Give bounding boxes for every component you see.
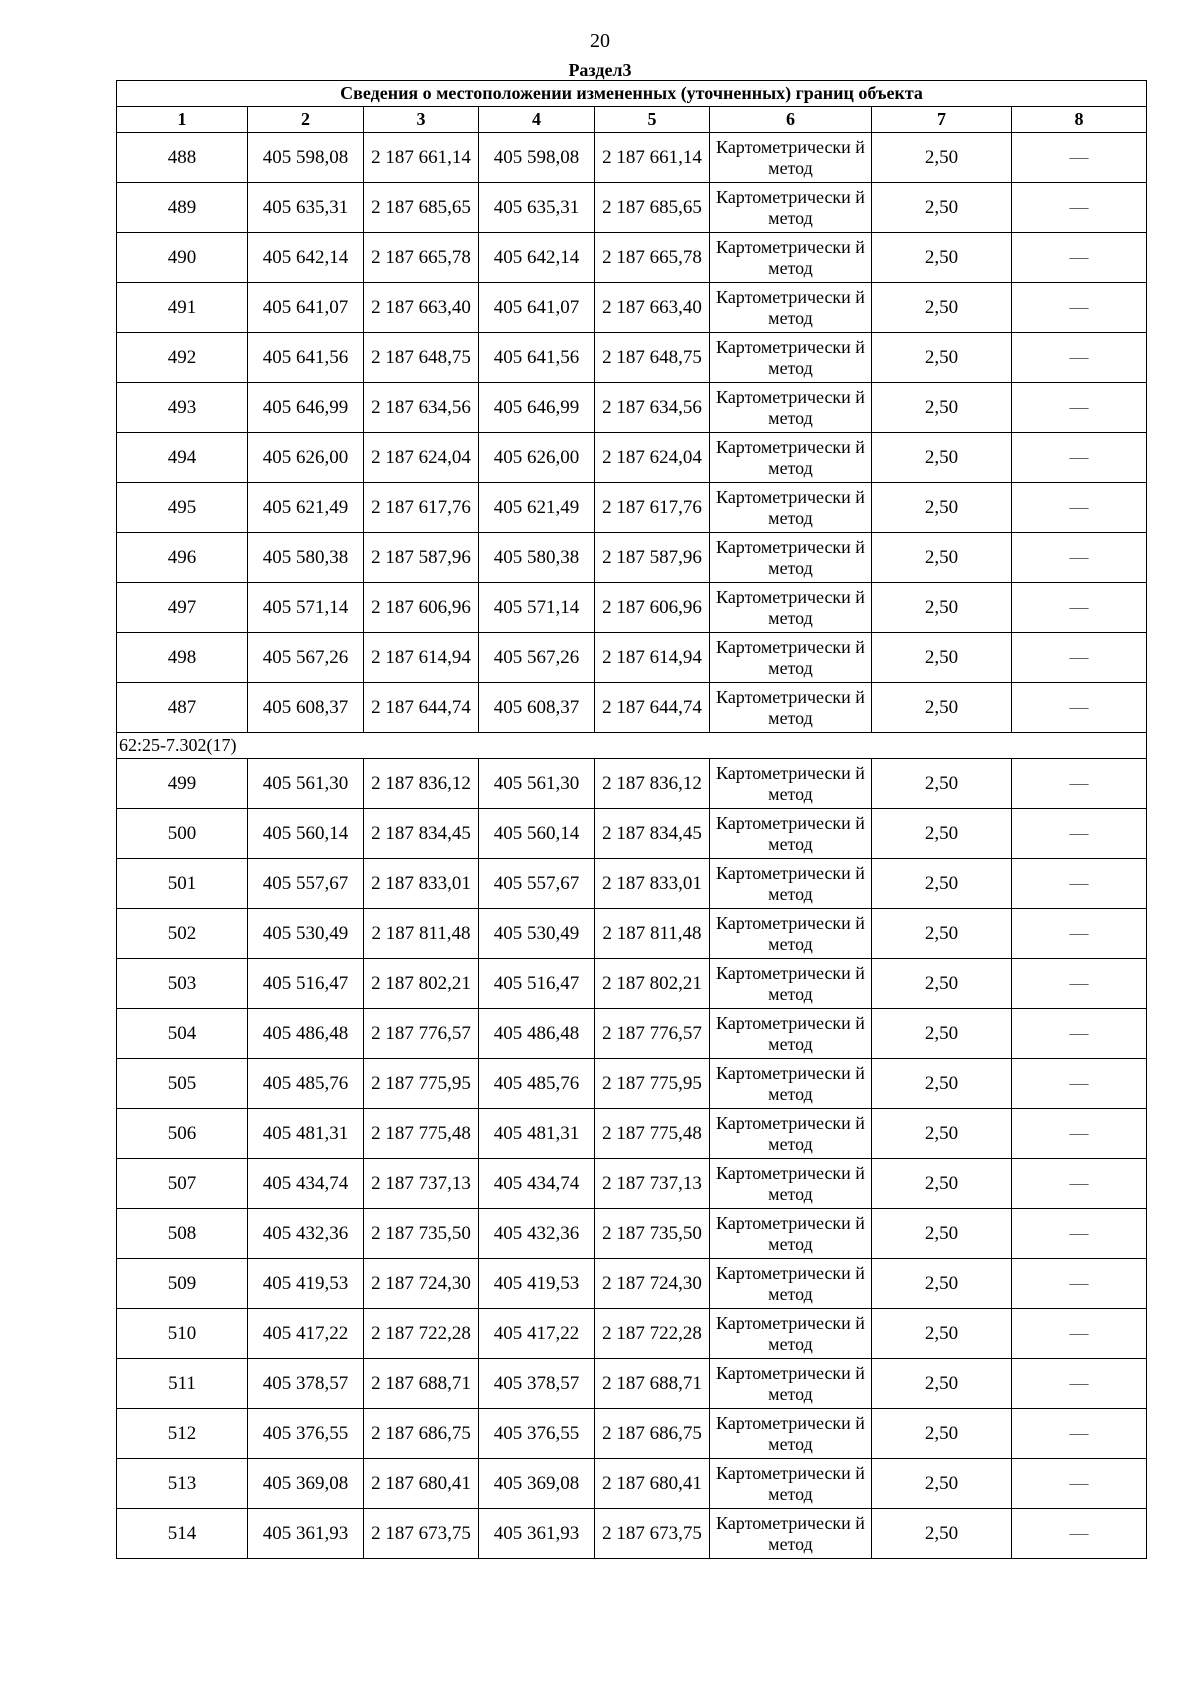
accuracy-cell: 2,50: [872, 1109, 1012, 1159]
accuracy-cell: 2,50: [872, 1159, 1012, 1209]
y-existing-cell: 2 187 833,01: [364, 859, 479, 909]
y-existing-cell: 2 187 775,48: [364, 1109, 479, 1159]
accuracy-cell: 2,50: [872, 1459, 1012, 1509]
y-existing-cell: 2 187 836,12: [364, 759, 479, 809]
method-cell: Картометрически й метод: [710, 183, 872, 233]
x-refined-cell: 405 516,47: [479, 959, 595, 1009]
x-refined-cell: 405 432,36: [479, 1209, 595, 1259]
note-cell: —: [1012, 383, 1147, 433]
note-cell: —: [1012, 233, 1147, 283]
note-cell: —: [1012, 1259, 1147, 1309]
column-number-row: [117, 107, 1147, 133]
y-existing-cell: 2 187 680,41: [364, 1459, 479, 1509]
y-existing-cell: 2 187 724,30: [364, 1259, 479, 1309]
point-number-cell: 511: [117, 1359, 248, 1409]
x-existing-cell: 405 516,47: [248, 959, 364, 1009]
x-existing-cell: 405 417,22: [248, 1309, 364, 1359]
x-refined-cell: 405 642,14: [479, 233, 595, 283]
table-row: [117, 1359, 1147, 1409]
point-number-cell: 493: [117, 383, 248, 433]
note-cell: —: [1012, 333, 1147, 383]
y-refined-cell: 2 187 648,75: [595, 333, 710, 383]
accuracy-cell: 2,50: [872, 1359, 1012, 1409]
y-existing-cell: 2 187 614,94: [364, 633, 479, 683]
point-number-cell: 501: [117, 859, 248, 909]
method-cell: Картометрически й метод: [710, 633, 872, 683]
column-number-7: 7: [872, 107, 1012, 133]
accuracy-cell: 2,50: [872, 183, 1012, 233]
point-number-cell: 487: [117, 683, 248, 733]
x-existing-cell: 405 608,37: [248, 683, 364, 733]
note-cell: —: [1012, 483, 1147, 533]
table-title: Сведения о местоположении измененных (уточненных) границ объекта: [117, 81, 1147, 107]
x-existing-cell: 405 378,57: [248, 1359, 364, 1409]
table-row: [117, 1009, 1147, 1059]
method-cell: Картометрически й метод: [710, 583, 872, 633]
accuracy-cell: 2,50: [872, 1259, 1012, 1309]
table-row: [117, 1309, 1147, 1359]
y-existing-cell: 2 187 617,76: [364, 483, 479, 533]
y-existing-cell: 2 187 665,78: [364, 233, 479, 283]
accuracy-cell: 2,50: [872, 283, 1012, 333]
note-cell: —: [1012, 583, 1147, 633]
note-cell: —: [1012, 1209, 1147, 1259]
method-cell: Картометрически й метод: [710, 1059, 872, 1109]
method-cell: Картометрически й метод: [710, 1309, 872, 1359]
accuracy-cell: 2,50: [872, 1009, 1012, 1059]
x-refined-cell: 405 608,37: [479, 683, 595, 733]
y-existing-cell: 2 187 648,75: [364, 333, 479, 383]
x-existing-cell: 405 642,14: [248, 233, 364, 283]
y-refined-cell: 2 187 685,65: [595, 183, 710, 233]
method-cell: Картометрически й метод: [710, 1409, 872, 1459]
x-refined-cell: 405 561,30: [479, 759, 595, 809]
method-cell: Картометрически й метод: [710, 809, 872, 859]
point-number-cell: 500: [117, 809, 248, 859]
x-existing-cell: 405 432,36: [248, 1209, 364, 1259]
column-number-5: 5: [595, 107, 710, 133]
point-number-cell: 495: [117, 483, 248, 533]
accuracy-cell: 2,50: [872, 633, 1012, 683]
y-refined-cell: 2 187 834,45: [595, 809, 710, 859]
y-existing-cell: 2 187 606,96: [364, 583, 479, 633]
x-existing-cell: 405 580,38: [248, 533, 364, 583]
x-refined-cell: 405 626,00: [479, 433, 595, 483]
method-cell: Картометрически й метод: [710, 383, 872, 433]
column-number-4: 4: [479, 107, 595, 133]
note-cell: —: [1012, 959, 1147, 1009]
point-number-cell: 489: [117, 183, 248, 233]
y-refined-cell: 2 187 776,57: [595, 1009, 710, 1059]
table-row: [117, 183, 1147, 233]
accuracy-cell: 2,50: [872, 759, 1012, 809]
x-existing-cell: 405 560,14: [248, 809, 364, 859]
point-number-cell: 505: [117, 1059, 248, 1109]
point-number-cell: 509: [117, 1259, 248, 1309]
x-refined-cell: 405 571,14: [479, 583, 595, 633]
y-existing-cell: 2 187 722,28: [364, 1309, 479, 1359]
y-refined-cell: 2 187 737,13: [595, 1159, 710, 1209]
x-refined-cell: 405 485,76: [479, 1059, 595, 1109]
y-refined-cell: 2 187 606,96: [595, 583, 710, 633]
y-refined-cell: 2 187 775,48: [595, 1109, 710, 1159]
method-cell: Картометрически й метод: [710, 333, 872, 383]
note-cell: —: [1012, 1009, 1147, 1059]
table-row: [117, 1109, 1147, 1159]
accuracy-cell: 2,50: [872, 1059, 1012, 1109]
x-refined-cell: 405 361,93: [479, 1509, 595, 1559]
column-number-8: 8: [1012, 107, 1147, 133]
note-cell: —: [1012, 1309, 1147, 1359]
column-number-6: 6: [710, 107, 872, 133]
y-refined-cell: 2 187 587,96: [595, 533, 710, 583]
table-row: [117, 433, 1147, 483]
accuracy-cell: 2,50: [872, 133, 1012, 183]
accuracy-cell: 2,50: [872, 533, 1012, 583]
y-refined-cell: 2 187 644,74: [595, 683, 710, 733]
y-refined-cell: 2 187 688,71: [595, 1359, 710, 1409]
y-existing-cell: 2 187 737,13: [364, 1159, 479, 1209]
x-existing-cell: 405 641,56: [248, 333, 364, 383]
group-label: 62:25-7.302(17): [117, 733, 1147, 759]
point-number-cell: 488: [117, 133, 248, 183]
table-row: [117, 1409, 1147, 1459]
note-cell: —: [1012, 759, 1147, 809]
y-refined-cell: 2 187 686,75: [595, 1409, 710, 1459]
x-existing-cell: 405 369,08: [248, 1459, 364, 1509]
x-existing-cell: 405 486,48: [248, 1009, 364, 1059]
x-existing-cell: 405 557,67: [248, 859, 364, 909]
note-cell: —: [1012, 909, 1147, 959]
accuracy-cell: 2,50: [872, 959, 1012, 1009]
accuracy-cell: 2,50: [872, 233, 1012, 283]
method-cell: Картометрически й метод: [710, 909, 872, 959]
point-number-cell: 513: [117, 1459, 248, 1509]
method-cell: Картометрически й метод: [710, 683, 872, 733]
note-cell: —: [1012, 633, 1147, 683]
note-cell: —: [1012, 533, 1147, 583]
y-refined-cell: 2 187 735,50: [595, 1209, 710, 1259]
table-row: [117, 533, 1147, 583]
point-number-cell: 494: [117, 433, 248, 483]
accuracy-cell: 2,50: [872, 1209, 1012, 1259]
point-number-cell: 497: [117, 583, 248, 633]
method-cell: Картометрически й метод: [710, 1359, 872, 1409]
y-refined-cell: 2 187 680,41: [595, 1459, 710, 1509]
y-refined-cell: 2 187 617,76: [595, 483, 710, 533]
point-number-cell: 506: [117, 1109, 248, 1159]
x-existing-cell: 405 530,49: [248, 909, 364, 959]
table-row: [117, 959, 1147, 1009]
note-cell: —: [1012, 1509, 1147, 1559]
x-existing-cell: 405 434,74: [248, 1159, 364, 1209]
y-existing-cell: 2 187 775,95: [364, 1059, 479, 1109]
x-existing-cell: 405 419,53: [248, 1259, 364, 1309]
note-cell: —: [1012, 1159, 1147, 1209]
x-existing-cell: 405 621,49: [248, 483, 364, 533]
method-cell: Картометрически й метод: [710, 1209, 872, 1259]
y-existing-cell: 2 187 811,48: [364, 909, 479, 959]
point-number-cell: 490: [117, 233, 248, 283]
point-number-cell: 503: [117, 959, 248, 1009]
note-cell: —: [1012, 1459, 1147, 1509]
x-refined-cell: 405 641,07: [479, 283, 595, 333]
note-cell: —: [1012, 809, 1147, 859]
y-existing-cell: 2 187 685,65: [364, 183, 479, 233]
x-refined-cell: 405 369,08: [479, 1459, 595, 1509]
y-existing-cell: 2 187 634,56: [364, 383, 479, 433]
y-refined-cell: 2 187 724,30: [595, 1259, 710, 1309]
column-number-2: 2: [248, 107, 364, 133]
x-refined-cell: 405 621,49: [479, 483, 595, 533]
table-row: [117, 809, 1147, 859]
x-refined-cell: 405 419,53: [479, 1259, 595, 1309]
x-refined-cell: 405 378,57: [479, 1359, 595, 1409]
x-refined-cell: 405 635,31: [479, 183, 595, 233]
accuracy-cell: 2,50: [872, 1509, 1012, 1559]
table-row: [117, 333, 1147, 383]
method-cell: Картометрически й метод: [710, 859, 872, 909]
section-title: Раздел3: [568, 60, 632, 80]
note-cell: —: [1012, 283, 1147, 333]
accuracy-cell: 2,50: [872, 483, 1012, 533]
point-number-cell: 510: [117, 1309, 248, 1359]
note-cell: —: [1012, 133, 1147, 183]
point-number-cell: 504: [117, 1009, 248, 1059]
table-row: [117, 1259, 1147, 1309]
y-existing-cell: 2 187 644,74: [364, 683, 479, 733]
x-existing-cell: 405 567,26: [248, 633, 364, 683]
y-refined-cell: 2 187 775,95: [595, 1059, 710, 1109]
accuracy-cell: 2,50: [872, 859, 1012, 909]
accuracy-cell: 2,50: [872, 683, 1012, 733]
y-refined-cell: 2 187 634,56: [595, 383, 710, 433]
y-existing-cell: 2 187 661,14: [364, 133, 479, 183]
x-existing-cell: 405 641,07: [248, 283, 364, 333]
y-refined-cell: 2 187 802,21: [595, 959, 710, 1009]
x-refined-cell: 405 434,74: [479, 1159, 595, 1209]
x-refined-cell: 405 486,48: [479, 1009, 595, 1059]
x-existing-cell: 405 635,31: [248, 183, 364, 233]
table-row: [117, 383, 1147, 433]
y-existing-cell: 2 187 686,75: [364, 1409, 479, 1459]
column-number-1: 1: [117, 107, 248, 133]
x-refined-cell: 405 580,38: [479, 533, 595, 583]
x-refined-cell: 405 560,14: [479, 809, 595, 859]
note-cell: —: [1012, 859, 1147, 909]
x-existing-cell: 405 626,00: [248, 433, 364, 483]
x-refined-cell: 405 417,22: [479, 1309, 595, 1359]
x-existing-cell: 405 361,93: [248, 1509, 364, 1559]
accuracy-cell: 2,50: [872, 583, 1012, 633]
point-number-cell: 507: [117, 1159, 248, 1209]
page-number: 20: [590, 30, 610, 52]
y-refined-cell: 2 187 614,94: [595, 633, 710, 683]
note-cell: —: [1012, 1409, 1147, 1459]
table-row: [117, 1159, 1147, 1209]
table-row: [117, 909, 1147, 959]
table-row: [117, 283, 1147, 333]
x-refined-cell: 405 376,55: [479, 1409, 595, 1459]
table-row: [117, 583, 1147, 633]
y-existing-cell: 2 187 587,96: [364, 533, 479, 583]
accuracy-cell: 2,50: [872, 333, 1012, 383]
x-existing-cell: 405 571,14: [248, 583, 364, 633]
x-refined-cell: 405 557,67: [479, 859, 595, 909]
table-row: [117, 133, 1147, 183]
accuracy-cell: 2,50: [872, 909, 1012, 959]
note-cell: —: [1012, 1109, 1147, 1159]
method-cell: Картометрически й метод: [710, 433, 872, 483]
y-refined-cell: 2 187 836,12: [595, 759, 710, 809]
x-refined-cell: 405 598,08: [479, 133, 595, 183]
method-cell: Картометрически й метод: [710, 1509, 872, 1559]
method-cell: Картометрически й метод: [710, 1159, 872, 1209]
y-refined-cell: 2 187 833,01: [595, 859, 710, 909]
method-cell: Картометрически й метод: [710, 759, 872, 809]
x-existing-cell: 405 481,31: [248, 1109, 364, 1159]
table-body: [117, 133, 1147, 1559]
y-existing-cell: 2 187 834,45: [364, 809, 479, 859]
note-cell: —: [1012, 1359, 1147, 1409]
y-refined-cell: 2 187 661,14: [595, 133, 710, 183]
x-refined-cell: 405 641,56: [479, 333, 595, 383]
y-refined-cell: 2 187 811,48: [595, 909, 710, 959]
note-cell: —: [1012, 683, 1147, 733]
x-refined-cell: 405 481,31: [479, 1109, 595, 1159]
y-refined-cell: 2 187 663,40: [595, 283, 710, 333]
method-cell: Картометрически й метод: [710, 233, 872, 283]
x-refined-cell: 405 646,99: [479, 383, 595, 433]
table-row: [117, 759, 1147, 809]
note-cell: —: [1012, 1059, 1147, 1109]
method-cell: Картометрически й метод: [710, 1109, 872, 1159]
y-existing-cell: 2 187 663,40: [364, 283, 479, 333]
point-number-cell: 499: [117, 759, 248, 809]
accuracy-cell: 2,50: [872, 1409, 1012, 1459]
y-refined-cell: 2 187 665,78: [595, 233, 710, 283]
group-row: [117, 733, 1147, 759]
y-existing-cell: 2 187 802,21: [364, 959, 479, 1009]
y-refined-cell: 2 187 722,28: [595, 1309, 710, 1359]
boundary-table: [116, 80, 1147, 1559]
point-number-cell: 492: [117, 333, 248, 383]
point-number-cell: 512: [117, 1409, 248, 1459]
method-cell: Картометрически й метод: [710, 283, 872, 333]
accuracy-cell: 2,50: [872, 809, 1012, 859]
method-cell: Картометрически й метод: [710, 133, 872, 183]
y-existing-cell: 2 187 688,71: [364, 1359, 479, 1409]
point-number-cell: 502: [117, 909, 248, 959]
method-cell: Картометрически й метод: [710, 533, 872, 583]
note-cell: —: [1012, 433, 1147, 483]
method-cell: Картометрически й метод: [710, 959, 872, 1009]
y-existing-cell: 2 187 673,75: [364, 1509, 479, 1559]
point-number-cell: 491: [117, 283, 248, 333]
table-row: [117, 683, 1147, 733]
accuracy-cell: 2,50: [872, 433, 1012, 483]
table-row: [117, 1459, 1147, 1509]
y-refined-cell: 2 187 624,04: [595, 433, 710, 483]
note-cell: —: [1012, 183, 1147, 233]
x-existing-cell: 405 485,76: [248, 1059, 364, 1109]
method-cell: Картометрически й метод: [710, 483, 872, 533]
x-existing-cell: 405 376,55: [248, 1409, 364, 1459]
method-cell: Картометрически й метод: [710, 1259, 872, 1309]
table-row: [117, 483, 1147, 533]
table-row: [117, 233, 1147, 283]
y-existing-cell: 2 187 776,57: [364, 1009, 479, 1059]
y-existing-cell: 2 187 624,04: [364, 433, 479, 483]
point-number-cell: 496: [117, 533, 248, 583]
accuracy-cell: 2,50: [872, 383, 1012, 433]
x-refined-cell: 405 530,49: [479, 909, 595, 959]
table-row: [117, 1209, 1147, 1259]
x-existing-cell: 405 646,99: [248, 383, 364, 433]
x-existing-cell: 405 561,30: [248, 759, 364, 809]
y-existing-cell: 2 187 735,50: [364, 1209, 479, 1259]
table-row: [117, 1509, 1147, 1559]
accuracy-cell: 2,50: [872, 1309, 1012, 1359]
point-number-cell: 514: [117, 1509, 248, 1559]
method-cell: Картометрически й метод: [710, 1459, 872, 1509]
column-number-3: 3: [364, 107, 479, 133]
point-number-cell: 498: [117, 633, 248, 683]
x-refined-cell: 405 567,26: [479, 633, 595, 683]
table-row: [117, 1059, 1147, 1109]
table-row: [117, 633, 1147, 683]
y-refined-cell: 2 187 673,75: [595, 1509, 710, 1559]
x-existing-cell: 405 598,08: [248, 133, 364, 183]
method-cell: Картометрически й метод: [710, 1009, 872, 1059]
table-title-row: [117, 81, 1147, 107]
table-row: [117, 859, 1147, 909]
point-number-cell: 508: [117, 1209, 248, 1259]
